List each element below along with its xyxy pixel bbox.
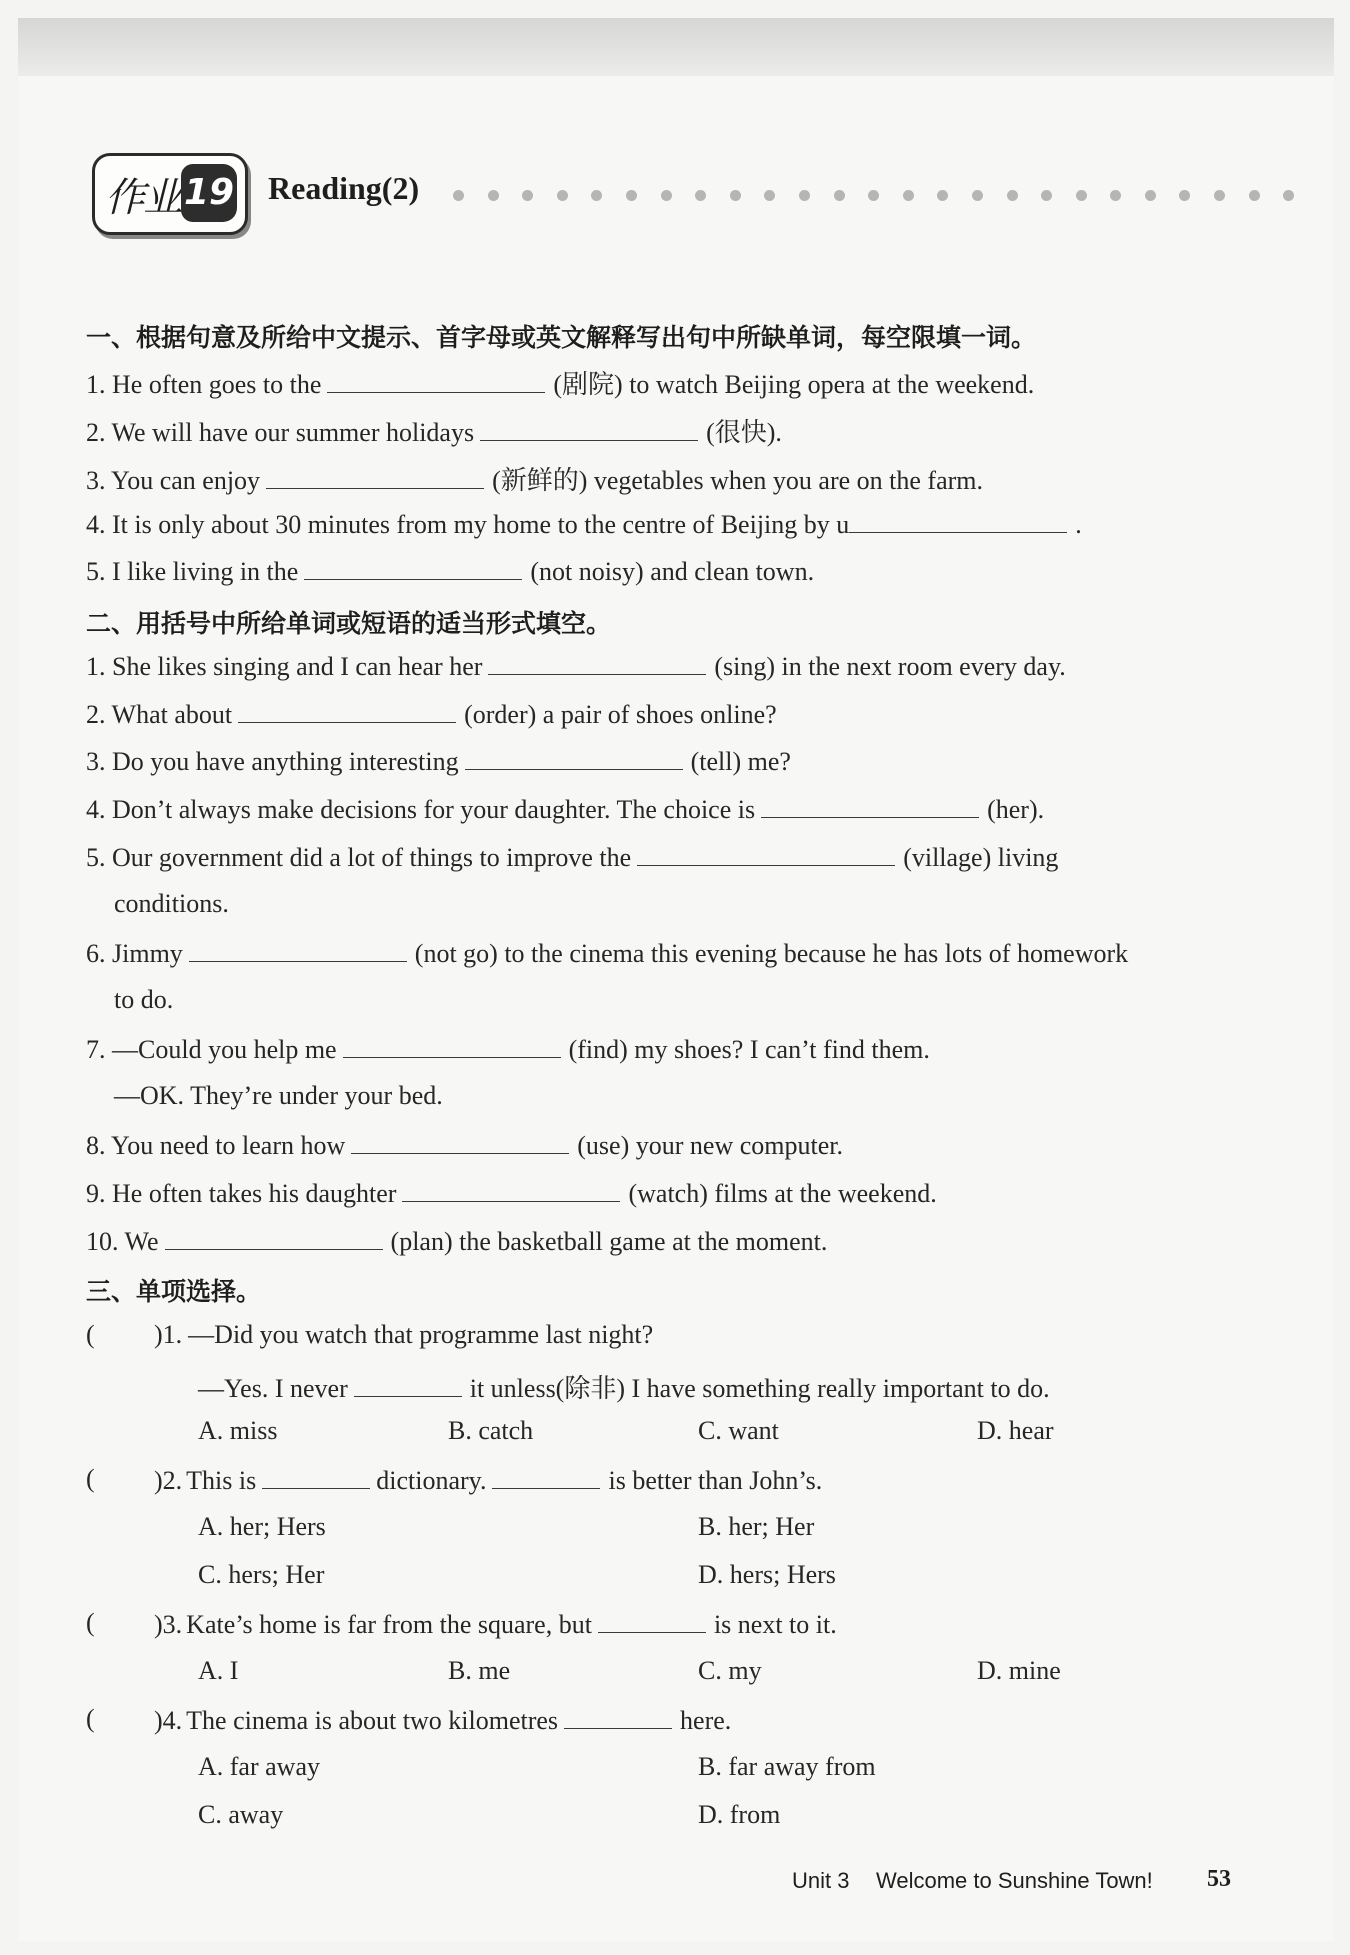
option-c[interactable]: C. my (698, 1656, 762, 1685)
s1-item-5: 5. I like living in the (not noisy) and clean town. (86, 557, 815, 586)
answer-blank[interactable] (238, 698, 456, 723)
s2-item-7: 7. —Could you help me (find) my shoes? I can’t find them. (86, 1035, 930, 1064)
s2-item-7-reply: —OK. They’re under your bed. (114, 1081, 443, 1110)
section3-heading: 三、单项选择。 (86, 1277, 262, 1306)
answer-paren[interactable]: ( (86, 1320, 95, 1349)
answer-blank[interactable] (327, 368, 545, 393)
option-b[interactable]: B. catch (448, 1416, 534, 1445)
answer-blank[interactable] (598, 1608, 706, 1633)
option-a[interactable]: A. her; Hers (198, 1512, 326, 1541)
scan-top-bar (18, 18, 1334, 76)
option-d[interactable]: D. hear (977, 1416, 1054, 1445)
answer-blank[interactable] (564, 1704, 672, 1729)
option-b[interactable]: B. her; Her (698, 1512, 815, 1541)
section1-heading: 一、根据句意及所给中文提示、首字母或英文解释写出句中所缺单词，每空限填一词。 (86, 323, 1037, 352)
answer-blank[interactable] (849, 508, 1067, 533)
s3-q1: )1. —Did you watch that programme last night? (154, 1320, 654, 1349)
answer-paren[interactable]: ( (86, 1608, 95, 1637)
s2-item-10: 10. We (plan) the basketball game at the moment. (86, 1227, 828, 1256)
s2-item-4: 4. Don’t always make decisions for your daughter. The choice is (her). (86, 795, 1045, 824)
answer-blank[interactable] (351, 1129, 569, 1154)
answer-blank[interactable] (304, 555, 522, 580)
footer-unit: Unit 3 (792, 1868, 850, 1893)
option-c[interactable]: C. away (198, 1800, 284, 1829)
s1-item-3: 3. You can enjoy (新鲜的) vegetables when you are on the farm. (86, 466, 984, 495)
s2-item-5: 5. Our government did a lot of things to improve the (village) living (86, 843, 1059, 872)
s1-item-4: 4. It is only about 30 minutes from my home to the centre of Beijing by u . (86, 510, 1082, 539)
answer-blank[interactable] (343, 1033, 561, 1058)
s2-item-1: 1. She likes singing and I can hear her (sing) in the next room every day. (86, 652, 1066, 681)
option-a[interactable]: A. I (198, 1656, 239, 1685)
answer-blank[interactable] (480, 416, 698, 441)
answer-blank[interactable] (266, 464, 484, 489)
s2-item-8: 8. You need to learn how (use) your new computer. (86, 1131, 843, 1160)
answer-blank[interactable] (189, 937, 407, 962)
option-b[interactable]: B. me (448, 1656, 511, 1685)
s3-q3: )3. Kate’s home is far from the square, but is next to it. (154, 1610, 837, 1639)
option-d[interactable]: D. from (698, 1800, 781, 1829)
answer-blank[interactable] (761, 793, 979, 818)
s1-item-2: 2. We will have our summer holidays (很快). (86, 418, 782, 447)
answer-blank[interactable] (262, 1464, 370, 1489)
homework-badge (92, 153, 248, 235)
option-c[interactable]: C. hers; Her (198, 1560, 325, 1589)
answer-paren[interactable]: ( (86, 1464, 95, 1493)
answer-blank[interactable] (354, 1372, 462, 1397)
option-d[interactable]: D. mine (977, 1656, 1061, 1685)
s2-item-2: 2. What about (order) a pair of shoes online? (86, 700, 777, 729)
s2-item-6-cont: to do. (114, 985, 174, 1014)
answer-blank[interactable] (492, 1464, 600, 1489)
badge-word: 作业 (105, 175, 181, 221)
answer-blank[interactable] (402, 1177, 620, 1202)
s2-item-3: 3. Do you have anything interesting (tell) me? (86, 747, 791, 776)
page-number: 53 (1207, 1866, 1231, 1892)
s1-item-1: 1. He often goes to the (剧院) to watch Beijing opera at the weekend. (86, 370, 1035, 399)
option-a[interactable]: A. far away (198, 1752, 320, 1781)
answer-paren[interactable]: ( (86, 1704, 95, 1733)
dotted-divider (453, 188, 1333, 202)
s3-q2: )2. This is dictionary. is better than John’s. (154, 1466, 823, 1495)
badge-number: 19 (181, 164, 237, 222)
option-c[interactable]: C. want (698, 1416, 779, 1445)
answer-blank[interactable] (165, 1225, 383, 1250)
option-b[interactable]: B. far away from (698, 1752, 876, 1781)
s3-q4: )4. The cinema is about two kilometres here. (154, 1706, 732, 1735)
s3-q1-line2: —Yes. I never it unless(除非) I have something really important to do. (198, 1374, 1050, 1403)
answer-blank[interactable] (637, 841, 895, 866)
s2-item-5-cont: conditions. (114, 889, 229, 918)
s2-item-9: 9. He often takes his daughter (watch) films at the weekend. (86, 1179, 937, 1208)
lesson-title: Reading(2) (268, 170, 420, 206)
footer-unit-title: Welcome to Sunshine Town! (876, 1868, 1153, 1893)
option-d[interactable]: D. hers; Hers (698, 1560, 836, 1589)
answer-blank[interactable] (488, 650, 706, 675)
s2-item-6: 6. Jimmy (not go) to the cinema this evening because he has lots of homework (86, 939, 1129, 968)
option-a[interactable]: A. miss (198, 1416, 278, 1445)
answer-blank[interactable] (465, 745, 683, 770)
section2-heading: 二、用括号中所给单词或短语的适当形式填空。 (86, 609, 612, 638)
